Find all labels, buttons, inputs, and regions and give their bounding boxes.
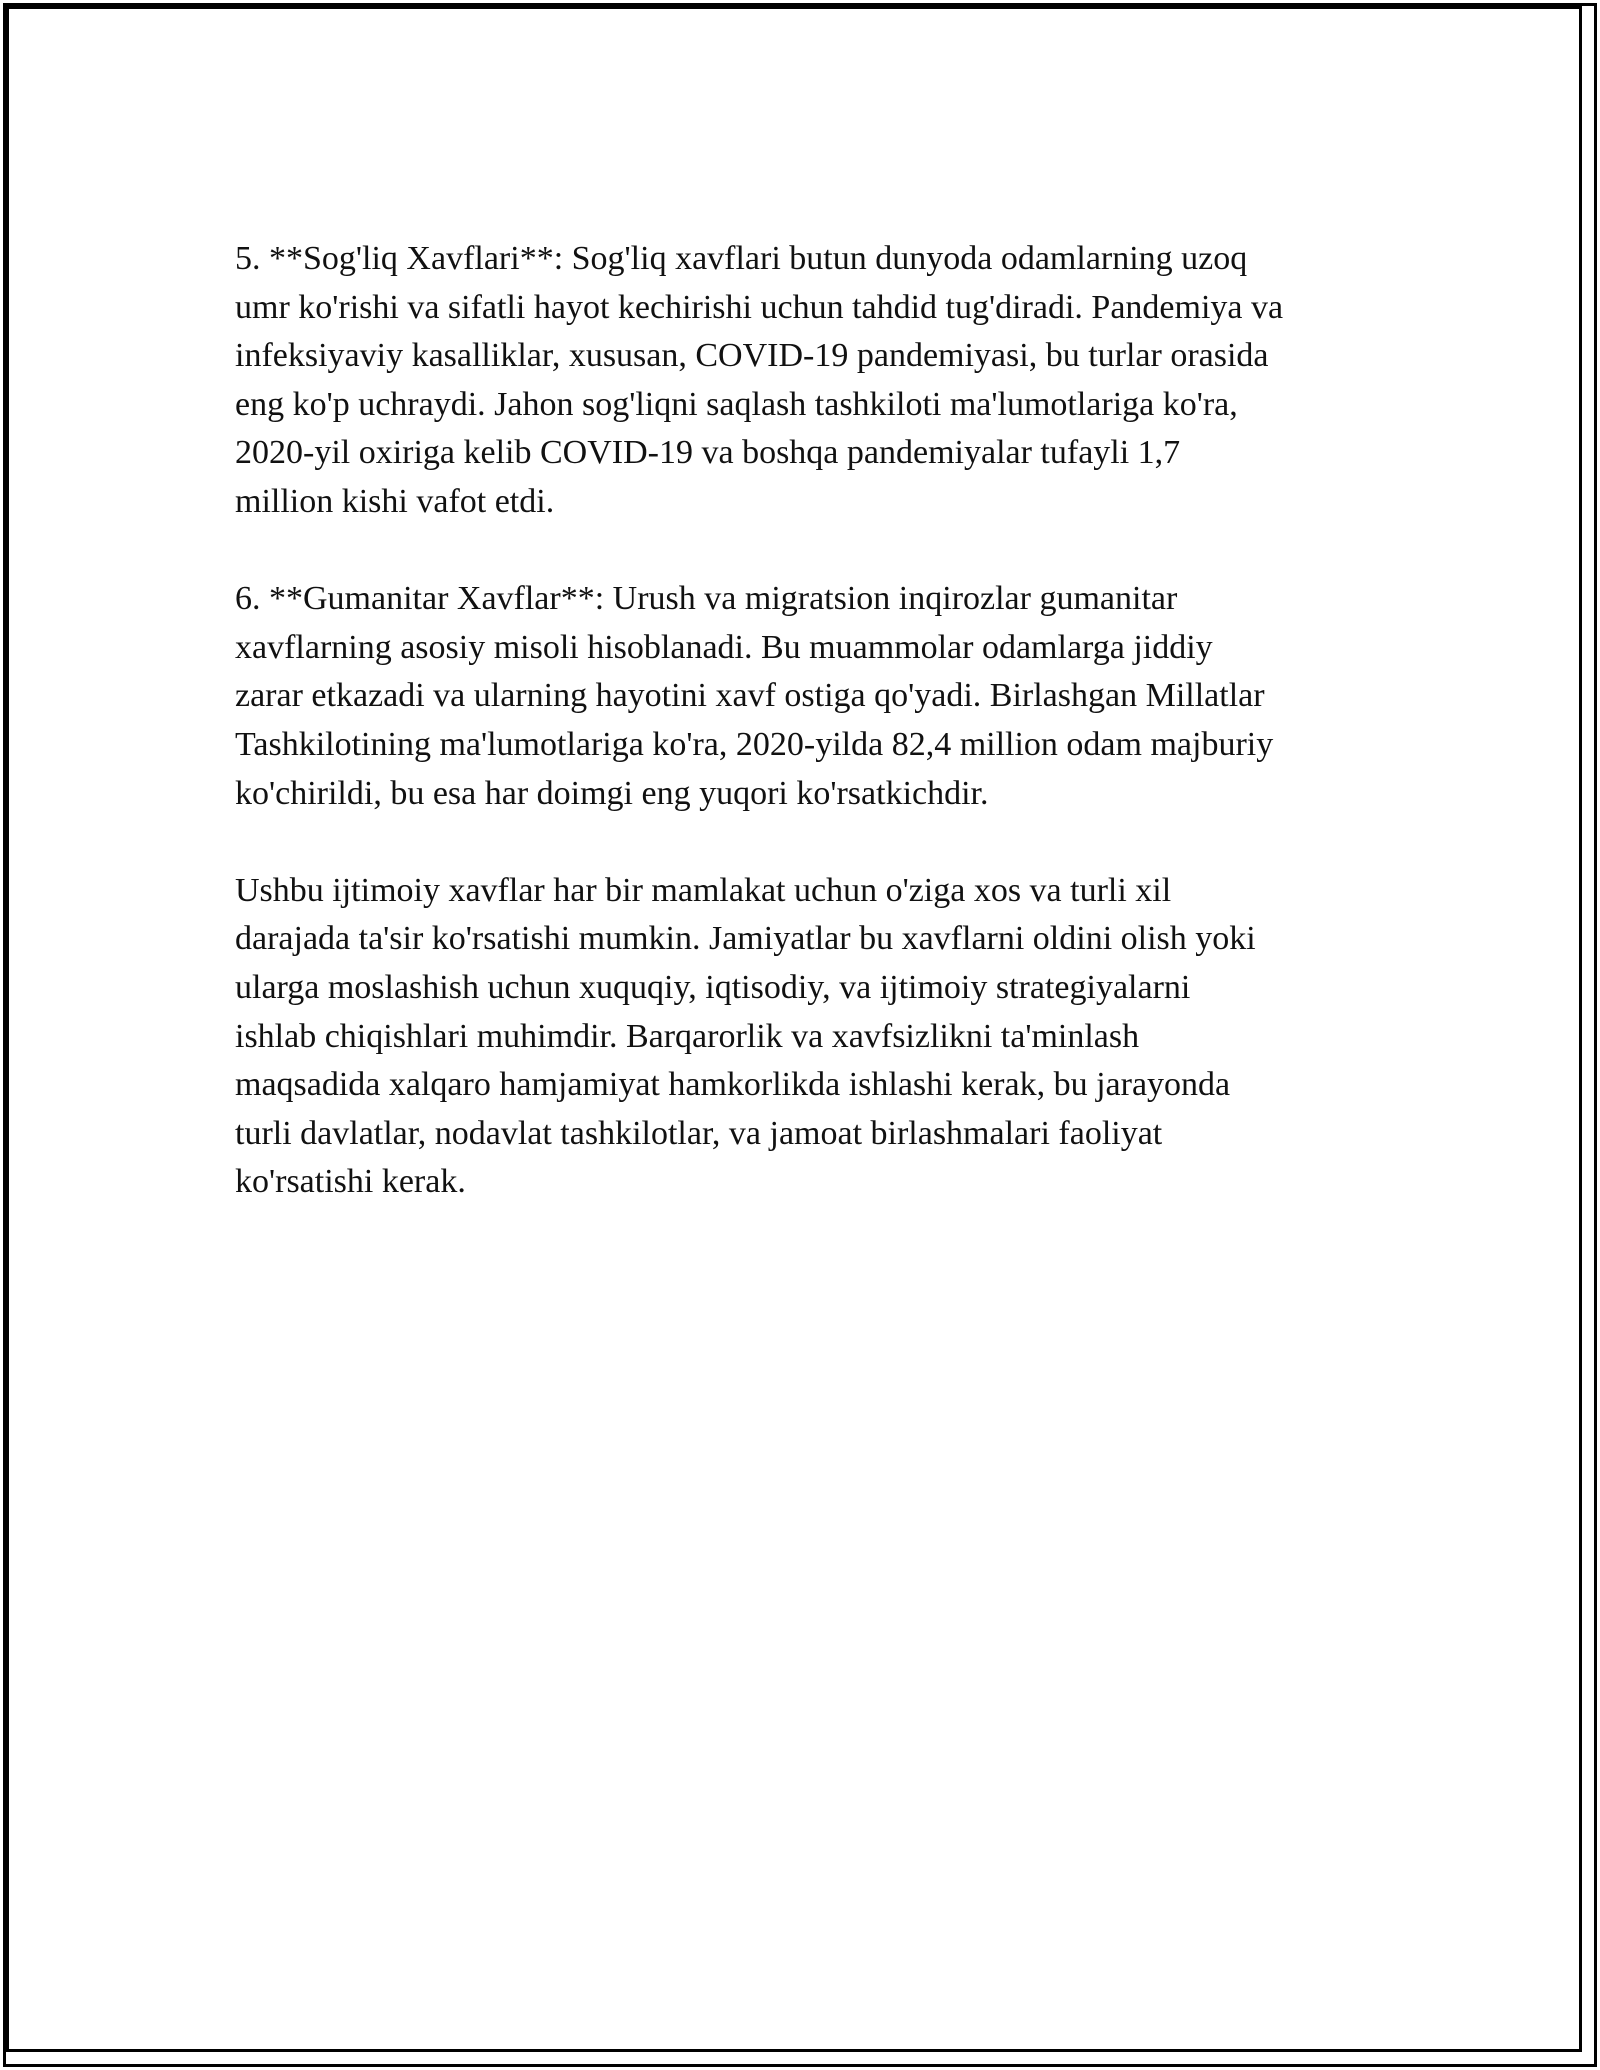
paragraph-humanitarian-risks: 6. **Gumanitar Xavflar**: Urush va migratsion inqirozlar gumanitar xavflarning asosiy misoli hisoblanadi. Bu muammolar odamlarga jiddiy zarar etkazadi va ularning hayotini xavf ostiga qo'yadi. Birlashgan Millatlar Tashkilotining ma'lumotlariga ko'ra, 2020-yilda 82,4 million odam majburiy ko'chirildi, bu esa har doimgi eng yuqori ko'rsatkichdir.	[235, 580, 1274, 812]
paragraph-conclusion: Ushbu ijtimoiy xavflar har bir mamlakat uchun o'ziga xos va turli xil darajada ta'sir ko'rsatishi mumkin. Jamiyatlar bu xavflarni oldini olish yoki ularga moslashish uchun xuquqiy, iqtisodiy, va ijtimoiy strategiyalarni ishlab chiqishlari muhimdir. Barqarorlik va xavfsizlikni ta'minlash maqsadida xalqaro hamjamiyat hamkorlikda ishlashi kerak, bu jarayonda turli davlatlar, nodavlat tashkilotlar, va jamoat birlashmalari faoliyat ko'rsatishi kerak.	[235, 871, 1256, 1201]
document-body	[235, 235, 1380, 1255]
paragraph-health-risks: 5. **Sog'liq Xavflari**: Sog'liq xavflari butun dunyoda odamlarning uzoq umr ko'rishi va sifatli hayot kechirishi uchun tahdid tug'diradi. Pandemiya va infeksiyaviy kasalliklar, xususan, COVID-19 pandemiyasi, bu turlar orasida eng ko'p uchraydi. Jahon sog'liqni saqlash tashkiloti ma'lumotlariga ko'ra, 2020-yil oxiriga kelib COVID-19 va boshqa pandemiyalar tufayli 1,7 million kishi vafot etdi.	[235, 240, 1284, 520]
